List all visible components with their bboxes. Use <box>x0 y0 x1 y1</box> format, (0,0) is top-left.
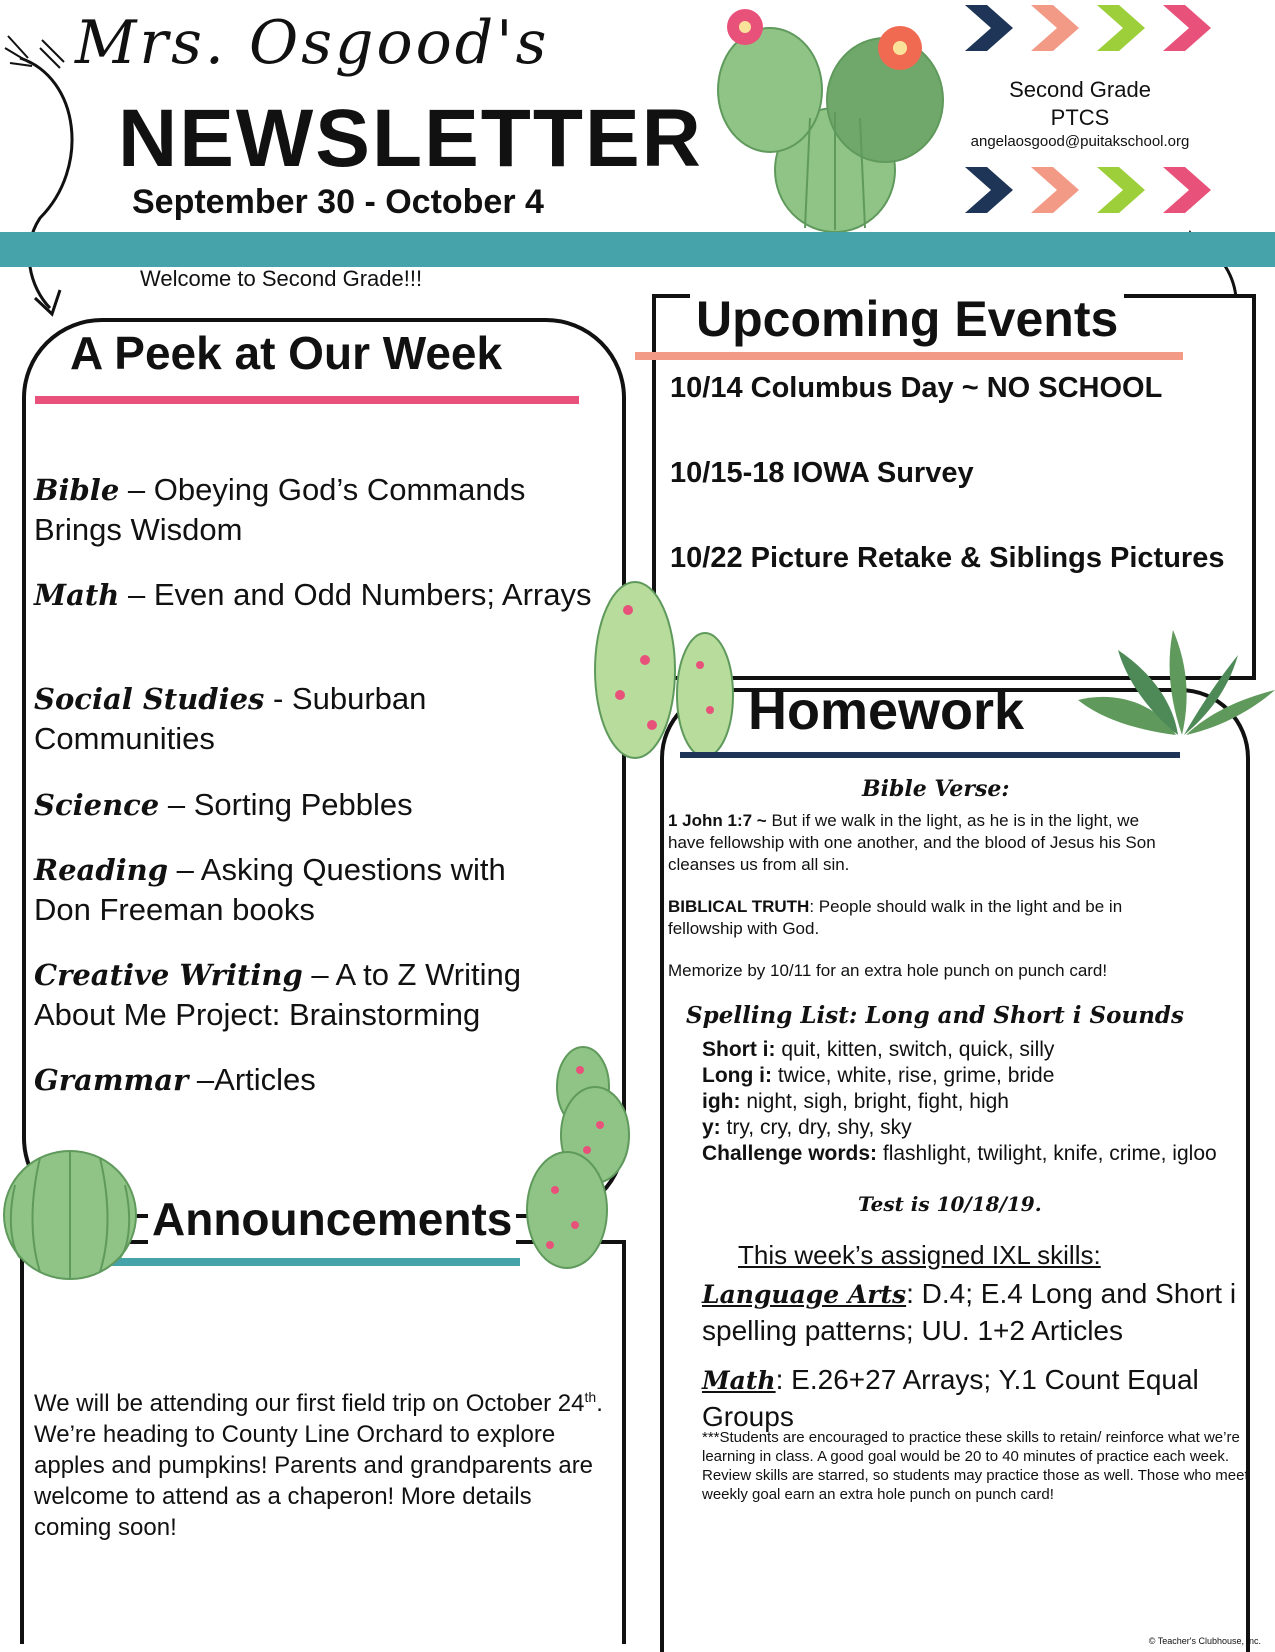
bible-verse-heading: Bible Verse: <box>862 776 1010 802</box>
announcements-heading: Announcements <box>148 1192 516 1246</box>
ixl-heading: This week’s assigned IXL skills: <box>738 1240 1101 1270</box>
school-label: PTCS <box>1050 105 1110 130</box>
spelling-row: Short i: quit, kitten, switch, quick, silly <box>702 1038 1055 1061</box>
header-divider-bar <box>0 232 1275 267</box>
biblical-truth: BIBLICAL TRUTH: People should walk in the light and be in fellowship with God. <box>668 897 1123 938</box>
flower-icon <box>870 18 930 78</box>
event-item: 10/22 Picture Retake & Siblings Pictures <box>670 542 1225 574</box>
peek-item-science: Science – Sorting Pebbles <box>34 787 413 822</box>
cactus-icon <box>525 1025 635 1270</box>
events-heading: Upcoming Events <box>690 290 1124 348</box>
peek-item-math: Math – Even and Odd Numbers; Arrays <box>34 577 592 612</box>
chevron-icon <box>965 162 1275 218</box>
peek-item-grammar: Grammar –Articles <box>34 1062 316 1097</box>
event-item: 10/14 Columbus Day ~ NO SCHOOL <box>670 372 1163 404</box>
spelling-row: Long i: twice, white, rise, grime, bride <box>702 1064 1055 1087</box>
spelling-row: Challenge words: flashlight, twilight, knife, crime, igloo <box>702 1142 1217 1165</box>
peek-item-creative-writing: Creative Writing – A to Z Writing About Me Project: Brainstorming <box>34 957 522 1032</box>
peek-item-bible: Bible – Obeying God’s Commands Brings Wisdom <box>34 472 526 547</box>
newsletter-title: NEWSLETTER <box>118 93 703 184</box>
spelling-heading: Spelling List: Long and Short i Sounds <box>686 1002 1184 1029</box>
flower-icon <box>720 2 770 52</box>
arrow-icon <box>0 18 110 318</box>
spelling-row: y: try, cry, dry, shy, sky <box>702 1116 912 1139</box>
spelling-row: igh: night, sigh, bright, fight, high <box>702 1090 1009 1113</box>
announcements-heading-rule <box>100 1258 520 1266</box>
ixl-language-arts: Language Arts: D.4; E.4 Long and Short i spelling patterns; UU. 1+2 Articles <box>702 1278 1237 1346</box>
homework-heading: Homework <box>748 681 1025 741</box>
welcome-message: Welcome to Second Grade!!! <box>140 266 423 291</box>
spelling-test-date: Test is 10/18/19. <box>858 1192 1042 1216</box>
school-info <box>950 76 1210 152</box>
chevron-icon <box>965 0 1275 56</box>
cactus-icon <box>0 1140 140 1280</box>
newsletter-owner-title: Mrs. Osgood's <box>75 8 550 78</box>
peek-item-social-studies: Social Studies - Suburban Communities <box>34 681 427 756</box>
homework-heading-rule <box>680 752 1180 758</box>
cactus-icon <box>590 575 740 765</box>
event-item: 10/15-18 IOWA Survey <box>670 457 974 489</box>
peek-heading-rule <box>35 396 579 404</box>
ixl-footnote: ***Students are encouraged to practice these skills to retain/ reinforce what we’re learning in class. A good goal would be 20 to 40 minutes of practice each week. Review skills are starred, so students may practice those as well. Those who meet weekly goal earn an extra hole punch on punch card! <box>702 1429 1249 1503</box>
memorize-note: Memorize by 10/11 for an extra hole punch on punch card! <box>668 961 1108 980</box>
copyright-notice: © Teacher's Clubhouse, Inc. <box>1148 1636 1261 1646</box>
announcements-text: We will be attending our first field trip on October 24th. We’re heading to County Line Orchard to explore apples and pumpkins! Parents and grandparents are welcome to attend as a chaperon! More details coming soon! <box>34 1389 603 1541</box>
events-heading-rule <box>635 352 1183 360</box>
peek-item-reading: Reading – Asking Questions with Don Freeman books <box>34 852 506 927</box>
ixl-math: Math: E.26+27 Arrays; Y.1 Count Equal Groups <box>702 1364 1199 1432</box>
peek-heading: A Peek at Our Week <box>70 327 503 379</box>
bible-verse-text: 1 John 1:7 ~ But if we walk in the light, as he is in the light, we have fellowship with one another, and the blood of Jesus his Son cleanses us from all sin. <box>668 811 1156 874</box>
teacher-email: angelaosgood@puitakschool.org <box>970 133 1190 150</box>
grade-label: Second Grade <box>1009 77 1151 102</box>
newsletter-dates: September 30 - October 4 <box>132 183 544 221</box>
succulent-icon <box>1078 630 1275 740</box>
